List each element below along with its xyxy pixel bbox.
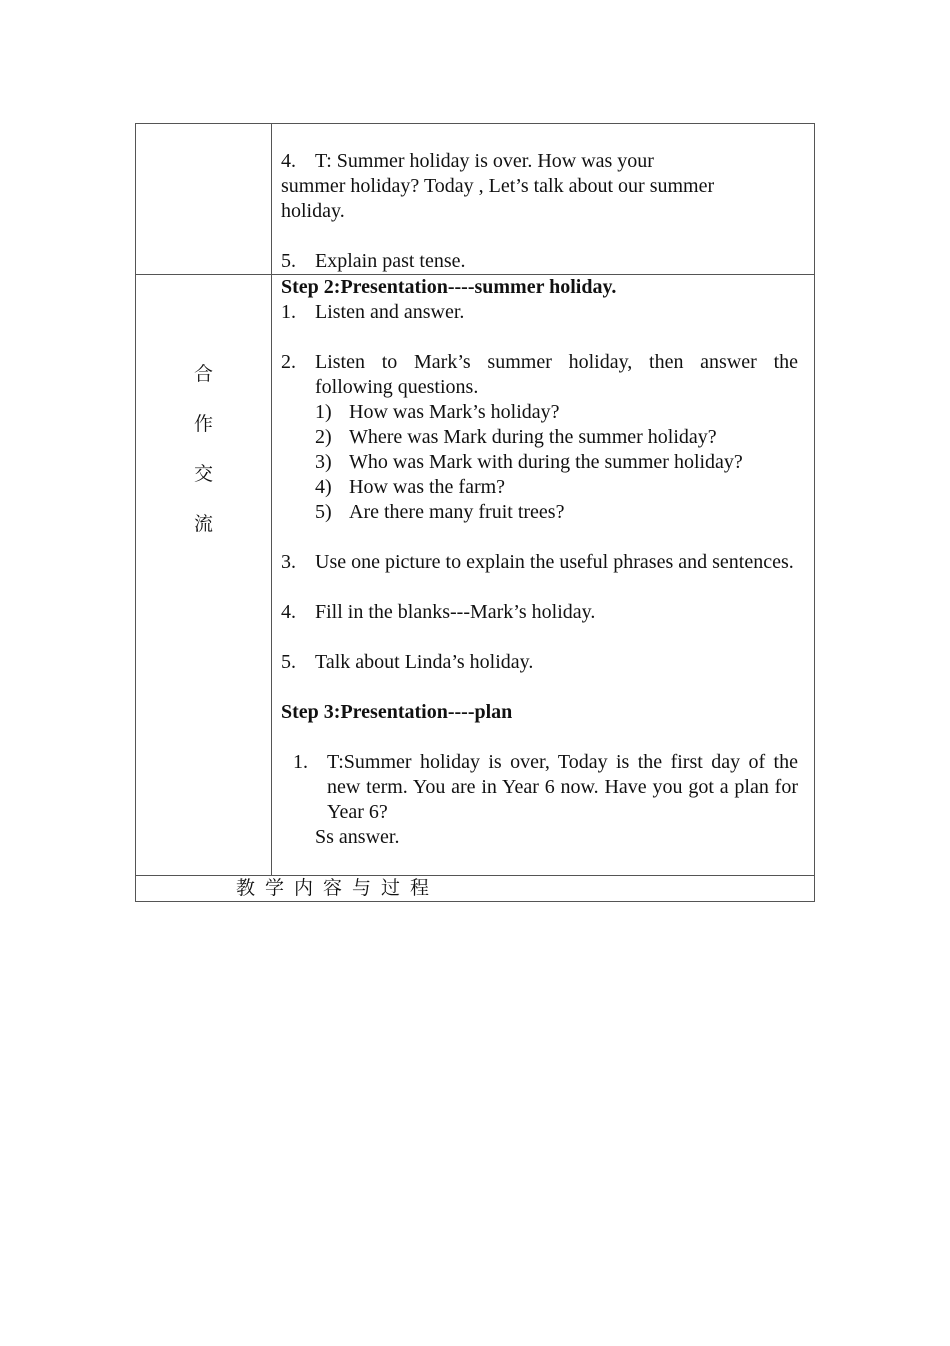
list-item [281,300,798,325]
item-text: Explain past tense. [315,250,466,272]
list-item [281,149,798,174]
question-text: How was Mark’s holiday? [349,401,560,423]
item-text: T:Summer holiday is over, Today is the first day of the new term. You are in Year 6 now. Have you got a plan for Year 6? [327,751,798,823]
step-heading: Step 2:Presentation----summer holiday. [281,276,617,298]
list-item [315,400,798,425]
item-text: T: Summer holiday is over. How was your [315,150,654,172]
item-number: 3. [281,551,296,573]
item-text: Use one picture to explain the useful phrases and sentences. [315,551,794,573]
question-number: 2) [315,426,332,448]
item-number: 4. [281,150,296,172]
lesson-plan-table [135,123,815,902]
item-text: Fill in the blanks---Mark’s holiday. [315,601,596,623]
question-text: Who was Mark with during the summer holiday? [349,451,743,473]
section-label-cell [136,275,272,876]
section-label [136,275,271,549]
list-item [281,750,798,825]
question-number: 4) [315,476,332,498]
list-item [315,450,798,475]
list-item [281,650,798,675]
item-number: 5. [281,651,296,673]
item-number: 1. [293,751,308,773]
section-label-char: 作 [193,413,213,435]
question-text: Where was Mark during the summer holiday? [349,426,717,448]
question-text: How was the farm? [349,476,506,498]
question-number: 3) [315,451,332,473]
list-item [315,475,798,500]
item-number: 5. [281,250,296,272]
table-row [136,275,815,876]
table-row [136,124,815,275]
section-label-char: 交 [193,463,213,485]
list-item [281,249,798,274]
content-cell [272,275,815,876]
item-number: 4. [281,601,296,623]
item-number: 1. [281,301,296,323]
answer-text: Ss answer. [315,826,400,848]
item-text-continued: holiday. [281,200,345,222]
footer-cell [136,876,815,902]
question-list [281,400,798,525]
section-label-char: 流 [193,513,213,535]
step-heading: Step 3:Presentation----plan [281,701,513,723]
table-row [136,876,815,902]
item-text-continued: summer holiday? Today , Let’s talk about our summer [281,175,715,197]
item-text: Listen and answer. [315,301,465,323]
footer-label: 教学内容与过程 [236,877,440,899]
list-item [281,550,798,575]
list-item [315,500,798,525]
item-text: Listen to Mark’s summer holiday, then answer the following questions. [315,351,798,398]
list-item [281,350,798,400]
item-text: Talk about Linda’s holiday. [315,651,534,673]
left-empty-cell [136,124,272,275]
section-label-char: 合 [193,363,213,385]
question-number: 5) [315,501,332,523]
question-number: 1) [315,401,332,423]
question-text: Are there many fruit trees? [349,501,565,523]
content-cell [272,124,815,275]
list-item [315,425,798,450]
item-number: 2. [281,351,296,373]
lesson-plan-document [135,123,815,902]
list-item [281,600,798,625]
